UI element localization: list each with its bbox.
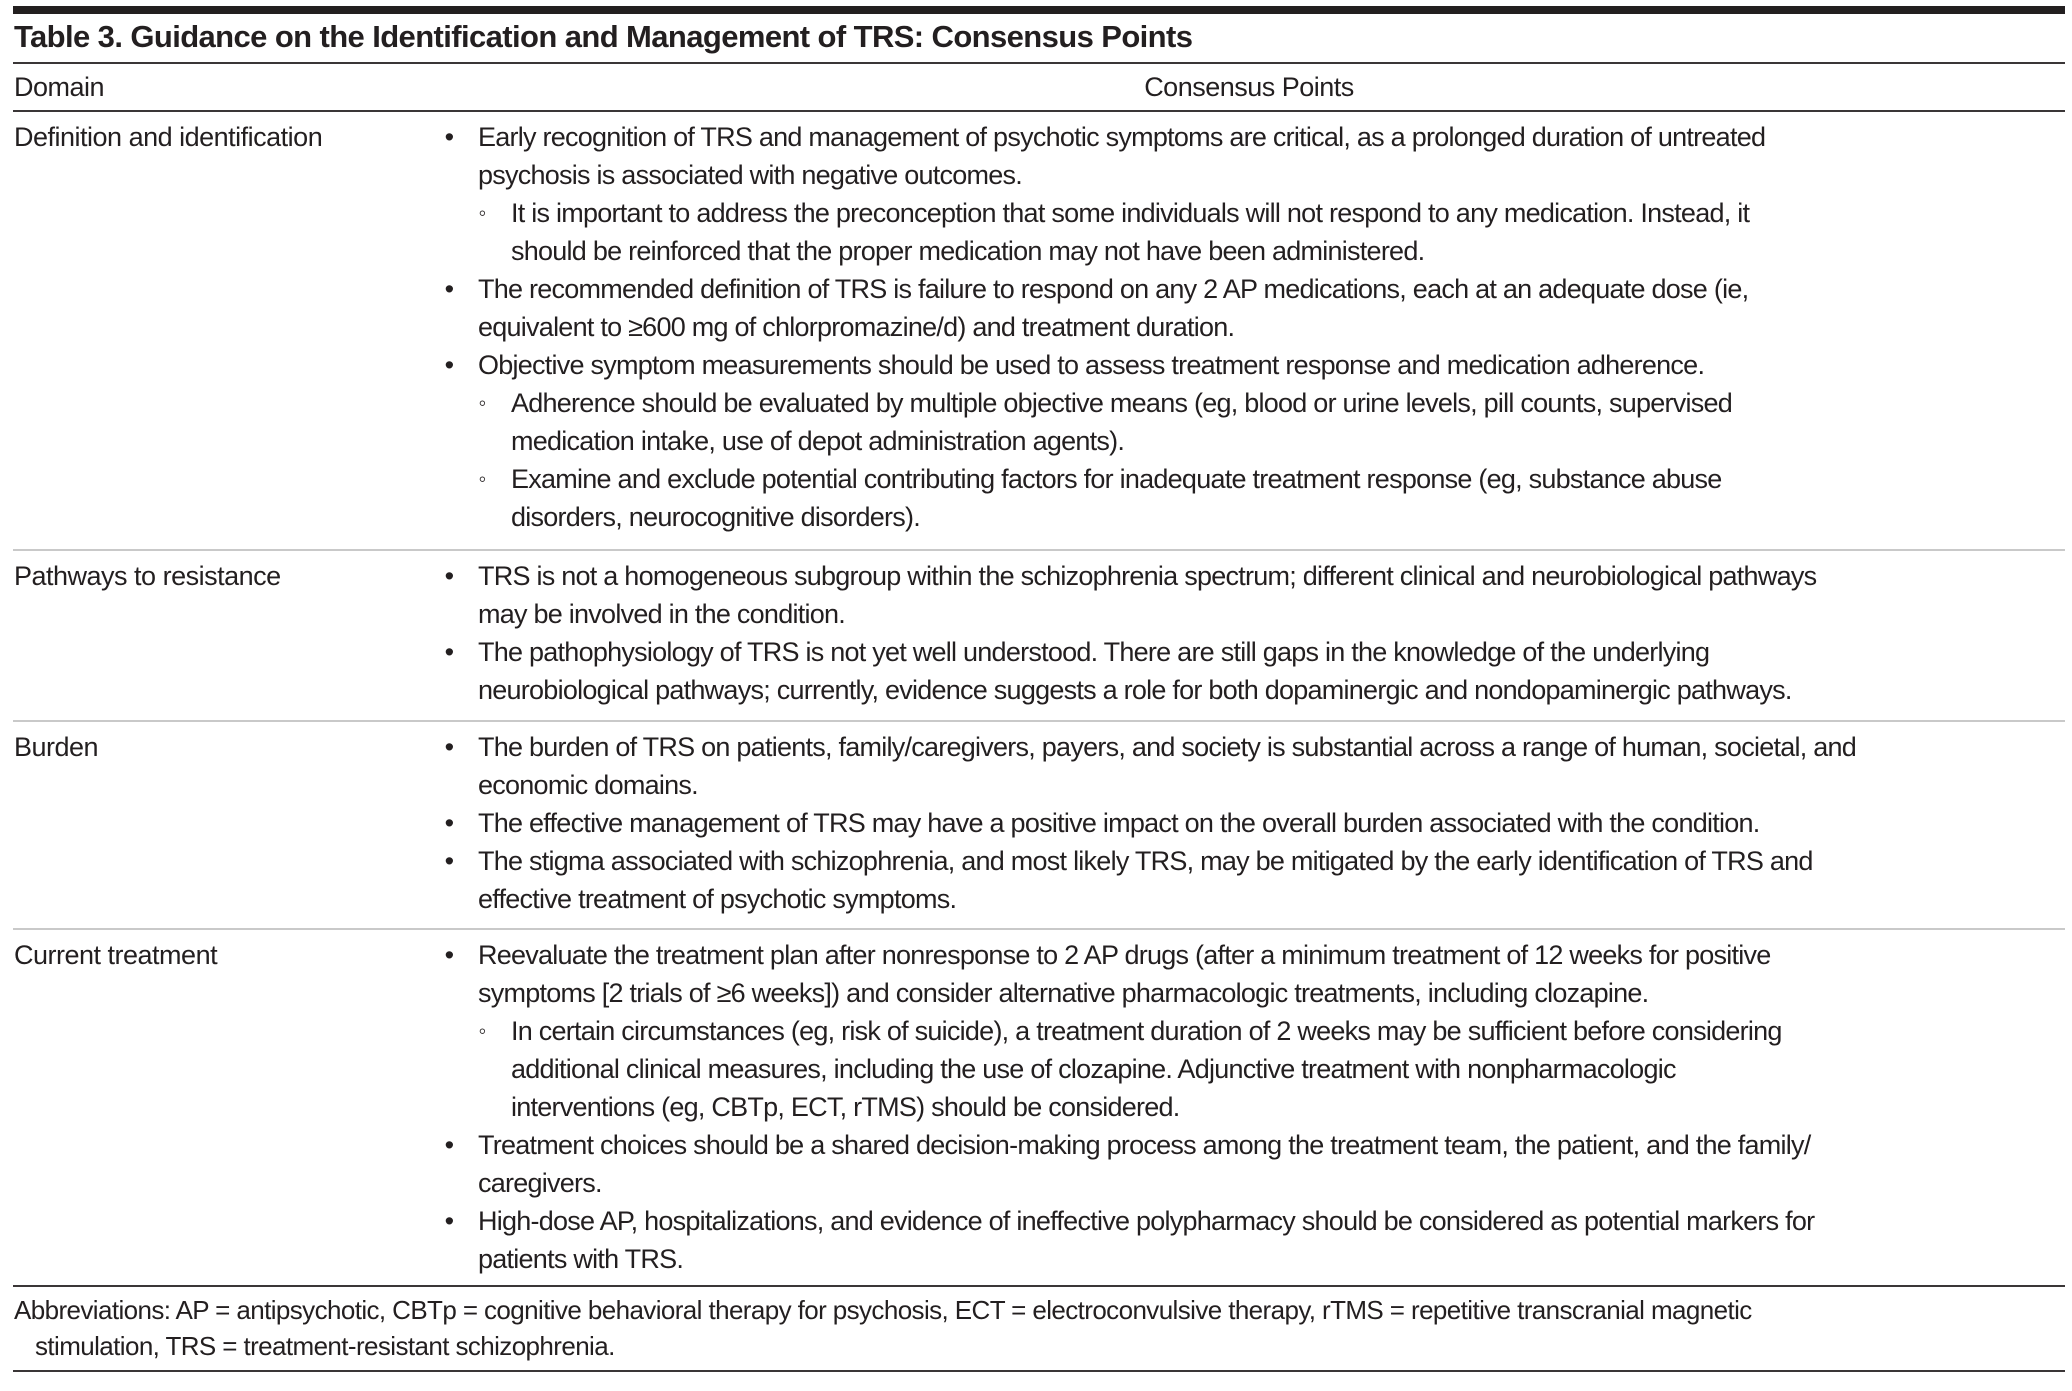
point-text: disorders, neurocognitive disorders). <box>511 502 920 532</box>
sub-point-item <box>433 384 2065 460</box>
points-list <box>433 936 2065 1278</box>
points-list <box>433 557 2065 709</box>
point-text: psychosis is associated with negative outcomes. <box>478 160 1023 190</box>
point-text: effective treatment of psychotic symptoms. <box>478 884 957 914</box>
table-top-bar <box>13 6 2065 14</box>
point-text: High-dose AP, hospitalizations, and evidence of ineffective polypharmacy should be considered as potential markers for <box>478 1206 1815 1236</box>
point-text: Early recognition of TRS and management of psychotic symptoms are critical, as a prolonged duration of untreated <box>478 122 1766 152</box>
table-header-row <box>13 64 2065 110</box>
point-text: economic domains. <box>478 770 698 800</box>
point-text: The recommended definition of TRS is failure to respond on any 2 AP medications, each at an adequate dose (ie, <box>478 274 1749 304</box>
domain-cell: Current treatment <box>14 940 218 970</box>
points-list <box>433 728 2065 918</box>
table-row <box>13 928 2065 1285</box>
domain-cell: Burden <box>14 732 99 762</box>
point-text: Objective symptom measurements should be used to assess treatment response and medication adherence. <box>478 350 1705 380</box>
point-text: The burden of TRS on patients, family/caregivers, payers, and society is substantial across a range of human, societal, and <box>478 732 1857 762</box>
point-text: symptoms [2 trials of ≥6 weeks]) and consider alternative pharmacologic treatments, including clozapine. <box>478 978 1649 1008</box>
footnote-line: Abbreviations: AP = antipsychotic, CBTp = cognitive behavioral therapy for psychosis, ECT = electroconvulsive therapy, rTMS = repetitive transcranial magnetic <box>14 1295 1752 1325</box>
point-item <box>433 1126 2065 1202</box>
points-cell <box>433 557 2065 720</box>
consensus-table <box>13 6 2065 1372</box>
column-header-domain: Domain <box>14 71 105 102</box>
hollow-bullet-icon: ◦ <box>478 1018 486 1043</box>
point-item <box>433 936 2065 1012</box>
point-text: neurobiological pathways; currently, evidence suggests a role for both dopaminergic and nondopaminergic pathways. <box>478 675 1792 705</box>
domain-cell: Definition and identification <box>14 122 323 152</box>
bullet-icon: • <box>444 940 454 970</box>
bullet-icon: • <box>444 732 454 762</box>
point-text: Reevaluate the treatment plan after nonresponse to 2 AP drugs (after a minimum treatment of 12 weeks for positive <box>478 940 1771 970</box>
point-text: additional clinical measures, including the use of clozapine. Adjunctive treatment with nonpharmacologic <box>511 1054 1676 1084</box>
table-title: Table 3. Guidance on the Identification and Management of TRS: Consensus Points <box>14 19 1193 54</box>
point-text: Adherence should be evaluated by multiple objective means (eg, blood or urine levels, pill counts, supervised <box>511 388 1733 418</box>
bullet-icon: • <box>444 808 454 838</box>
point-item <box>433 346 2065 384</box>
point-text: Examine and exclude potential contributing factors for inadequate treatment response (eg, substance abuse <box>511 464 1722 494</box>
bullet-icon: • <box>444 350 454 380</box>
footnote-bottom-rule <box>13 1370 2065 1372</box>
point-item <box>433 1202 2065 1278</box>
point-text: should be reinforced that the proper medication may not have been administered. <box>511 236 1425 266</box>
bullet-icon: • <box>444 1130 454 1160</box>
table-row <box>13 112 2065 549</box>
table-row <box>13 549 2065 720</box>
point-item <box>433 842 2065 918</box>
table-row <box>13 720 2065 928</box>
point-text: The pathophysiology of TRS is not yet well understood. There are still gaps in the knowledge of the underlying <box>478 637 1710 667</box>
point-text: caregivers. <box>478 1168 602 1198</box>
points-list <box>433 118 2065 536</box>
point-text: It is important to address the preconception that some individuals will not respond to any medication. Instead, it <box>511 198 1750 228</box>
bullet-icon: • <box>444 274 454 304</box>
point-text: medication intake, use of depot administration agents). <box>511 426 1125 456</box>
point-text: equivalent to ≥600 mg of chlorpromazine/d) and treatment duration. <box>478 312 1235 342</box>
abbreviations-footnote <box>13 1287 2065 1370</box>
point-text: patients with TRS. <box>478 1244 684 1274</box>
sub-point-item <box>433 1012 2065 1126</box>
point-text: interventions (eg, CBTp, ECT, rTMS) should be considered. <box>511 1092 1180 1122</box>
sub-point-item <box>433 194 2065 270</box>
bullet-icon: • <box>444 561 454 591</box>
points-cell <box>433 936 2065 1285</box>
bullet-icon: • <box>444 846 454 876</box>
points-cell <box>433 728 2065 928</box>
point-item <box>433 270 2065 346</box>
point-item <box>433 557 2065 633</box>
bullet-icon: • <box>444 637 454 667</box>
bullet-icon: • <box>444 1206 454 1236</box>
footnote-line: stimulation, TRS = treatment-resistant schizophrenia. <box>35 1331 615 1361</box>
domain-cell: Pathways to resistance <box>14 561 281 591</box>
point-text: In certain circumstances (eg, risk of suicide), a treatment duration of 2 weeks may be sufficient before considering <box>511 1016 1782 1046</box>
point-item <box>433 633 2065 709</box>
column-header-consensus-points: Consensus Points <box>1144 71 1354 102</box>
hollow-bullet-icon: ◦ <box>478 200 486 225</box>
points-cell <box>433 118 2065 549</box>
point-text: The effective management of TRS may have a positive impact on the overall burden associated with the condition. <box>478 808 1760 838</box>
point-text: Treatment choices should be a shared decision-making process among the treatment team, the patient, and the family/ <box>478 1130 1811 1160</box>
hollow-bullet-icon: ◦ <box>478 390 486 415</box>
hollow-bullet-icon: ◦ <box>478 466 486 491</box>
point-text: The stigma associated with schizophrenia, and most likely TRS, may be mitigated by the early identification of TRS and <box>478 846 1813 876</box>
sub-point-item <box>433 460 2065 536</box>
point-item <box>433 804 2065 842</box>
point-text: may be involved in the condition. <box>478 599 845 629</box>
point-item <box>433 728 2065 804</box>
point-text: TRS is not a homogeneous subgroup within the schizophrenia spectrum; different clinical and neurobiological pathways <box>478 561 1817 591</box>
point-item <box>433 118 2065 194</box>
bullet-icon: • <box>444 122 454 152</box>
